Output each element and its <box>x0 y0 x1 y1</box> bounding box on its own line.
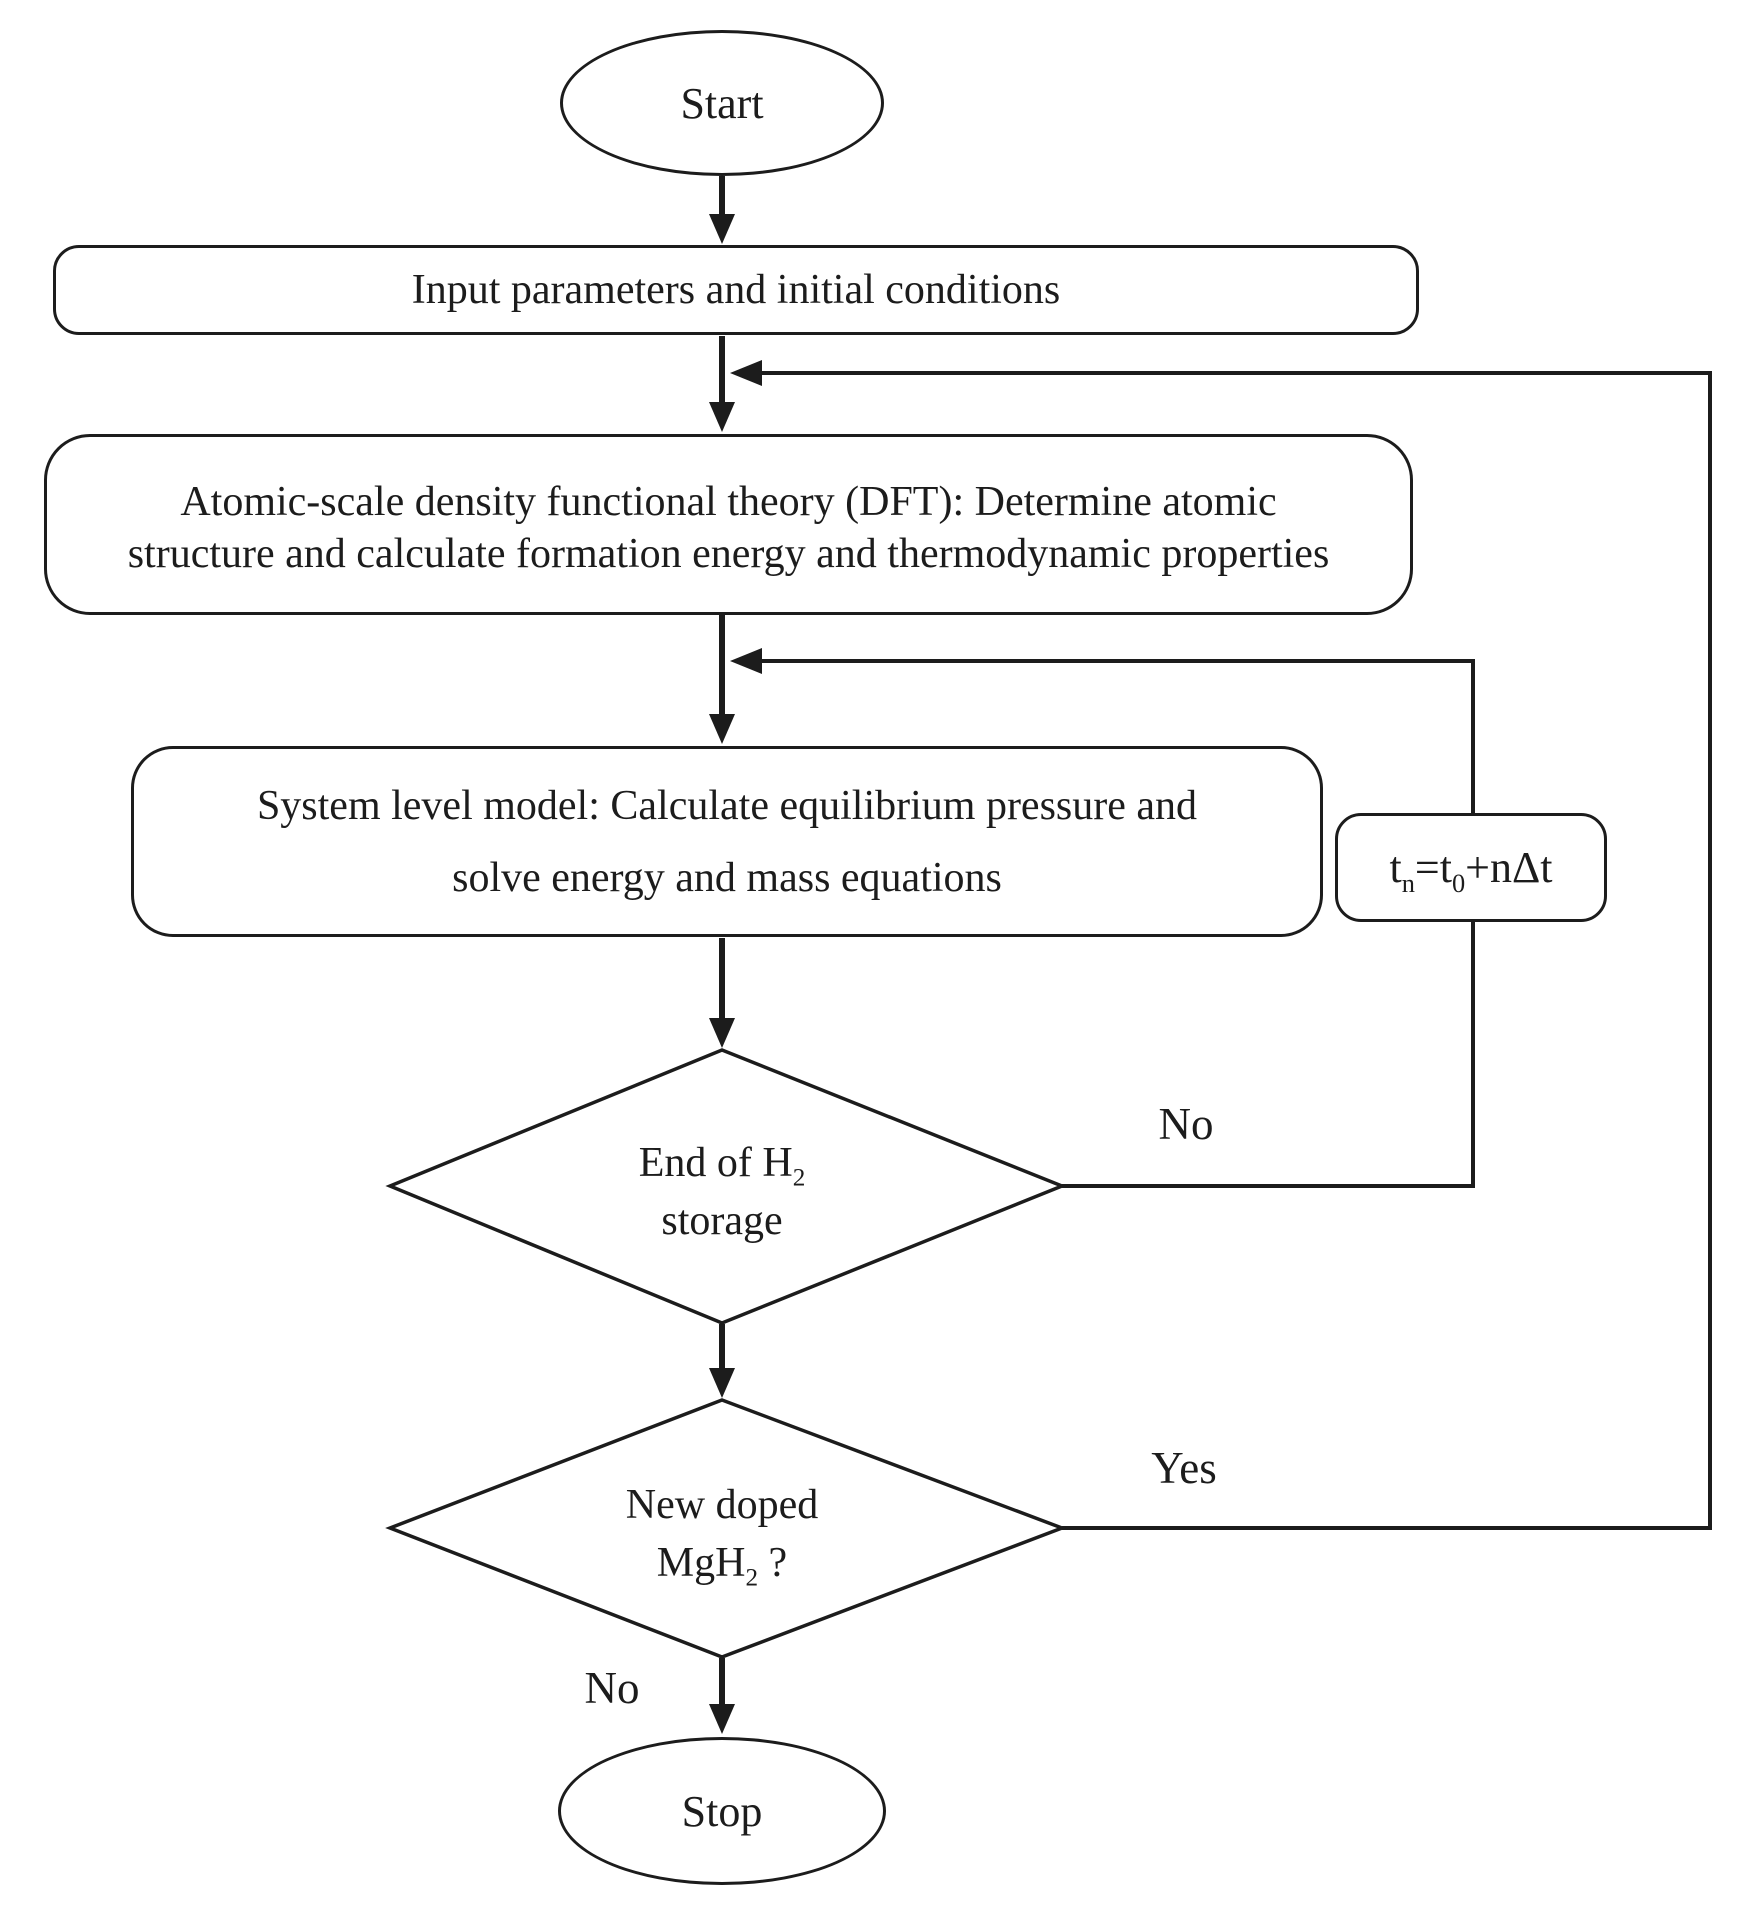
time-step-formula: $t_n=t_0+n\Delta t$ <box>1389 843 1553 898</box>
arrowhead-into-stop <box>709 1704 735 1734</box>
arrowhead-into-dft <box>709 402 735 432</box>
end-of-storage-line-2: storage <box>661 1198 783 1244</box>
end-of-storage-decision-text <box>639 1134 806 1250</box>
arrowhead-into-decision1 <box>709 1018 735 1048</box>
start-label: Start <box>680 78 764 128</box>
edge-label-no-end-storage: No <box>1158 1099 1214 1149</box>
new-doped-decision-text <box>626 1476 818 1592</box>
system-model-line-1: System level model: Calculate equilibrium pressure and <box>256 782 1198 829</box>
arrowhead-into-input <box>709 214 735 244</box>
system-model-line-2: solve energy and mass equations <box>452 854 1002 901</box>
time-step-node <box>1335 813 1607 922</box>
arrowhead-into-decision2 <box>709 1368 735 1398</box>
stop-node <box>558 1737 886 1885</box>
arrowhead-yes-feedback <box>730 360 762 386</box>
dft-line-1: Atomic-scale density functional theory (DFT): Determine atomic <box>180 478 1277 525</box>
edge-label-yes-new-doped: Yes <box>1151 1443 1217 1493</box>
edge-label-no-new-doped: No <box>584 1663 640 1713</box>
start-node <box>560 30 884 176</box>
new-doped-line-1: New doped <box>625 1482 819 1528</box>
system-model-node <box>131 746 1323 937</box>
input-parameters-node <box>53 245 1419 335</box>
arrowhead-into-system <box>709 714 735 744</box>
new-doped-line-2: MgH$_2$ ? <box>656 1540 788 1592</box>
stop-label: Stop <box>681 1786 763 1836</box>
arrowhead-no-feedback <box>730 648 762 674</box>
input-parameters-label: Input parameters and initial conditions <box>411 267 1061 313</box>
dft-node <box>44 434 1413 615</box>
end-of-storage-line-1: End of $H_2$ <box>638 1140 806 1192</box>
dft-line-2: structure and calculate formation energy and thermodynamic properties <box>127 530 1330 577</box>
